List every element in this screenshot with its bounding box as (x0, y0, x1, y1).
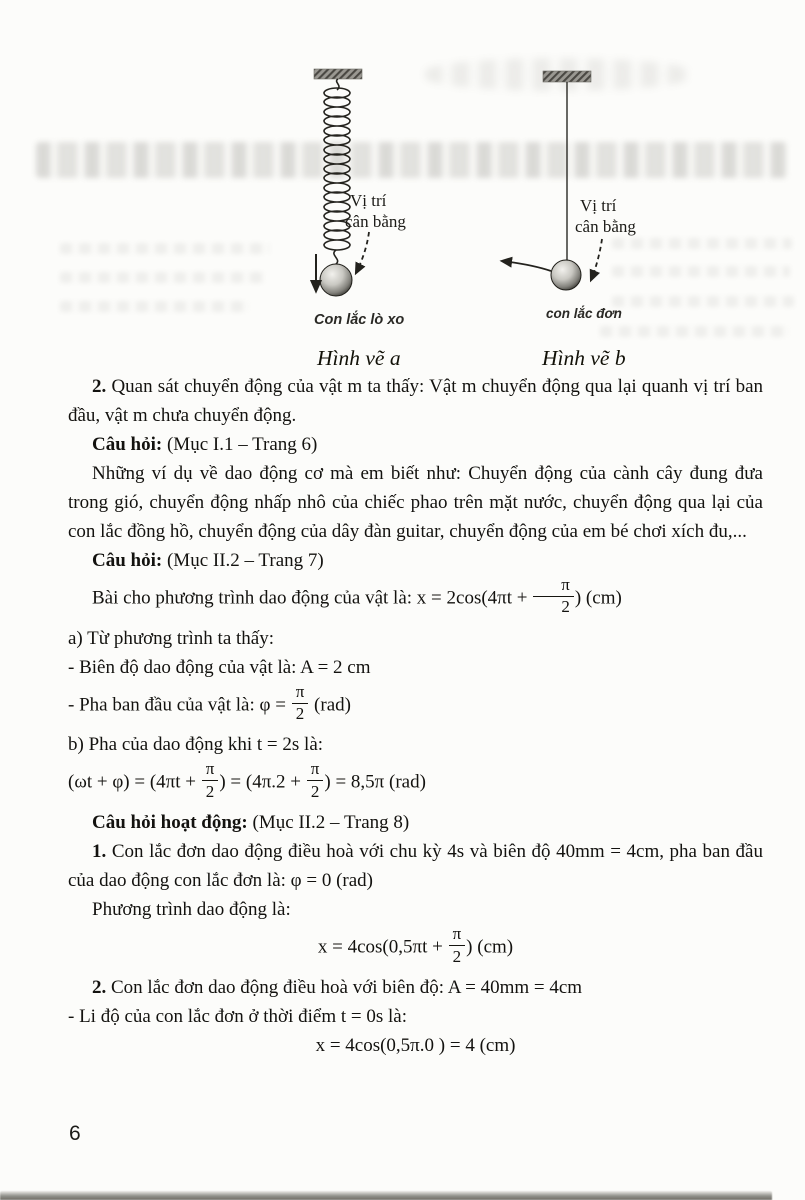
figure-title: Hình vẽ a (317, 346, 401, 370)
fraction: $\frac{\pi}{2}$ (291, 683, 310, 724)
text-line: Bài cho phương trình dao động của vật là: x = 2cos(4πt + $\frac{\pi}{2}$ ) (cm) (92, 575, 622, 617)
text-line: b) Pha của dao động khi t = 2s là: (68, 734, 324, 756)
text-line: 1. Con lắc đơn dao động điều hoà với chu kỳ 4s và biên độ 40mm = 4cm, pha ban đầu của dao động con lắc đơn là: φ = 0 (rad) (68, 841, 763, 892)
equilibrium-pointer-arrow (591, 239, 602, 280)
text-line: x = 4cos(0,5πt + $\frac{\pi}{2}$ ) (cm) (317, 924, 514, 966)
page-number: 6 (69, 1122, 81, 1145)
simple-pendulum-figure (502, 71, 636, 370)
figure-title: Hình vẽ b (542, 346, 626, 370)
spring-tail (334, 250, 338, 264)
fraction: $\frac{\pi}{2}$ (201, 760, 220, 801)
bold-text: Câu hỏi hoạt động: (92, 812, 248, 834)
text-line: Phương trình dao động là: (92, 899, 291, 921)
text-line: - Biên độ dao động của vật là: A = 2 cm (68, 656, 371, 678)
equilibrium-label: Vị trí (350, 191, 387, 210)
text-line: 2. Con lắc đơn dao động điều hoà với biên độ: A = 40mm = 4cm (92, 976, 583, 998)
text-line: Câu hỏi hoạt động: (Mục II.2 – Trang 8) (92, 812, 410, 834)
bold-text: Câu hỏi: (92, 434, 163, 455)
equilibrium-label: cân bằng (345, 212, 406, 231)
pendulum-figure (0, 0, 805, 380)
text-line: - Pha ban đầu của vật là: φ = $\frac{\pi}{2}$ (rad) (68, 681, 351, 724)
figure-caption: con lắc đơn (546, 306, 622, 321)
text-line: Câu hỏi: (Mục II.2 – Trang 7) (92, 550, 324, 571)
text-line: Câu hỏi: (Mục I.1 – Trang 6) (92, 434, 318, 455)
spring-pendulum-figure (314, 69, 406, 370)
text-line: (ωt + φ) = (4πt + $\frac{\pi}{2}$ ) = (4π.2 + $\frac{\pi}{2}$ ) = 8,5π (rad) (68, 759, 426, 801)
text-line: 2. Quan sát chuyển động của vật m ta thấy: Vật m chuyển động qua lại quanh vị trí ban đầu, vật m chưa chuyển động. (68, 376, 763, 426)
fraction: $\frac{\pi}{2}$ (306, 760, 325, 801)
pendulum-bob (551, 260, 581, 290)
bold-text: 2. (92, 376, 107, 397)
equilibrium-label: Vị trí (580, 196, 617, 215)
equilibrium-pointer-arrow (356, 232, 369, 273)
bold-text: 2. (92, 976, 107, 998)
pendulum-bob (320, 264, 352, 296)
fraction: $\frac{\pi}{2}$ (448, 925, 467, 966)
page-body (68, 372, 763, 1060)
equilibrium-label: cân bằng (575, 217, 636, 236)
text-line: - Li độ của con lắc đơn ở thời điểm t = 0s là: (68, 1005, 407, 1027)
ceiling-mount (314, 69, 362, 79)
swing-arrow (502, 261, 551, 271)
bold-text: Câu hỏi: (92, 550, 163, 571)
figure-caption: Con lắc lò xo (314, 312, 405, 328)
text-line: x = 4cos(0,5π.0 ) = 4 (cm) (315, 1034, 516, 1056)
text-line: a) Từ phương trình ta thấy: (68, 627, 275, 649)
text-line: Những ví dụ về dao động cơ mà em biết như: Chuyển động của cành cây đung đưa trong gió, chuyển động nhấp nhô của chiếc phao trên mặt nước, chuyển động qua lại của con lắc đồng hồ, chuyển động của dây đàn guitar, chuyển động của em bé chơi xích đu,... (68, 463, 763, 542)
scan-bottom-edge (0, 1191, 772, 1200)
bold-text: 1. (92, 841, 107, 863)
ceiling-mount (543, 71, 591, 82)
fraction: $\frac{\pi}{2}$ (532, 576, 575, 617)
